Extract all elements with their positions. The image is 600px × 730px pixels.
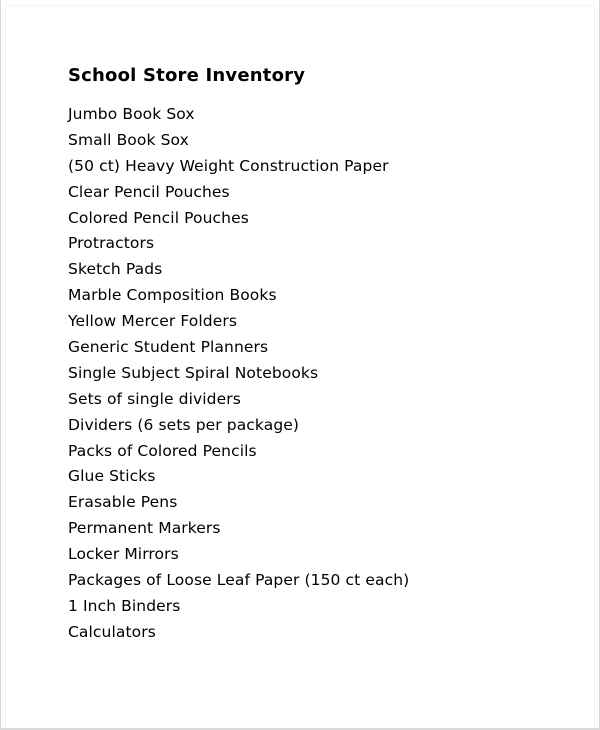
inventory-item: (50 ct) Heavy Weight Construction Paper <box>68 156 389 175</box>
inventory-item: Jumbo Book Sox <box>68 105 195 123</box>
inventory-item: Yellow Mercer Folders <box>68 312 238 331</box>
inventory-item: Single Subject Spiral Notebooks <box>68 363 319 382</box>
inventory-item: Small Book Sox <box>68 130 189 149</box>
inventory-item: Packs of Colored Pencils <box>68 441 257 460</box>
inventory-item: Glue Sticks <box>68 467 156 486</box>
inventory-item: Protractors <box>68 234 155 253</box>
inventory-item: Sketch Pads <box>68 260 163 279</box>
inventory-item: Generic Student Planners <box>68 338 269 357</box>
inventory-item: Locker Mirrors <box>68 545 179 564</box>
inventory-item: Sets of single dividers <box>68 389 241 408</box>
inventory-item: Colored Pencil Pouches <box>68 208 249 227</box>
inventory-item: Marble Composition Books <box>68 286 277 305</box>
inventory-item: Clear Pencil Pouches <box>68 182 230 201</box>
document-title: School Store Inventory <box>68 65 306 86</box>
inventory-item: Calculators <box>68 622 156 641</box>
document-content <box>68 62 409 646</box>
inventory-item: Dividers (6 sets per package) <box>68 415 300 434</box>
inventory-item: Permanent Markers <box>68 519 221 538</box>
inventory-item: Packages of Loose Leaf Paper (150 ct each) <box>68 571 410 590</box>
inventory-item: 1 Inch Binders <box>68 596 181 615</box>
inventory-list <box>68 102 409 646</box>
inventory-item: Erasable Pens <box>68 493 178 512</box>
